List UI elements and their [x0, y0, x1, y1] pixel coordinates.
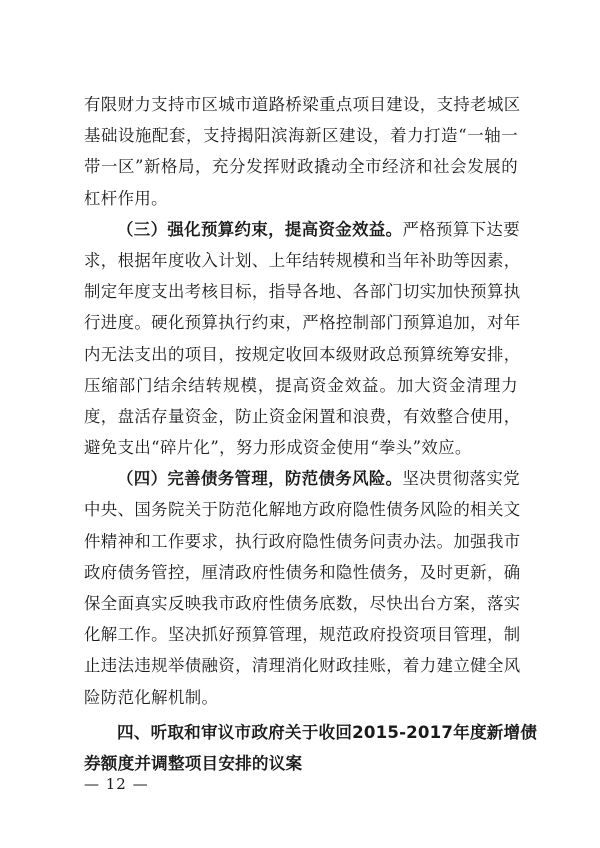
- text-line: 险防范化解机制。: [84, 687, 219, 707]
- paragraph-3: [84, 466, 521, 710]
- text-span: 坚决贯彻落实党: [402, 469, 520, 489]
- document-body: [84, 92, 538, 782]
- text-line: 度，盘活存量资金，防止资金闲置和浪费，有效整合使用，: [84, 406, 521, 426]
- text-line: 基础设施配套，支持揭阳滨海新区建设，着力打造“一轴一: [84, 126, 518, 146]
- text-span: 严格预算下达要: [402, 219, 520, 239]
- paragraph-1: [84, 92, 521, 212]
- text-line: [84, 217, 518, 243]
- text-line: 化解工作。坚决抓好预算管理，规范政府投资项目管理，制: [84, 625, 521, 645]
- text-line: 带一区”新格局，充分发挥财政撬动全市经济和社会发展的: [84, 157, 518, 177]
- paragraph-lead-heading: （三）强化预算约束，提高资金效益。: [117, 219, 403, 239]
- text-line: 保全面真实反映我市政府性债务底数，尽快出台方案，落实: [84, 594, 521, 613]
- text-line: 求，根据年度收入计划、上年结转规模和当年补助等因素，: [84, 250, 521, 270]
- text-line: 有限财力支持市区城市道路桥梁重点项目建设，支持老城区: [84, 95, 521, 114]
- heading-line: 四、听取和审议市政府关于收回2015-2017年度新增债: [117, 722, 538, 742]
- text-line: 止违法违规举债融资，清理消化财政挂账，着力建立健全风: [84, 656, 521, 676]
- section-heading: [84, 720, 538, 777]
- text-line: 避免支出“碎片化”，努力形成资金使用“拳头”效应。: [84, 438, 472, 458]
- paragraph-2: [84, 217, 521, 461]
- text-line: [84, 466, 518, 492]
- text-line: 行进度。硬化预算执行约束，严格控制部门预算追加，对年: [84, 313, 521, 333]
- text-line: 中央、国务院关于防范化解地方政府隐性债务风险的相关文: [84, 500, 521, 520]
- paragraph-lead-heading: （四）完善债务管理，防范债务风险。: [117, 469, 403, 489]
- text-line: 杠杆作用。: [84, 188, 168, 208]
- page-number: — 12 —: [84, 775, 149, 793]
- heading-line: 券额度并调整项目安排的议案: [84, 753, 303, 773]
- text-line: 件精神和工作要求，执行政府隐性债务问责办法。加强我市: [84, 531, 521, 551]
- text-line: 压缩部门结余结转规模，提高资金效益。加大资金清理力: [84, 375, 518, 395]
- text-line: 内无法支出的项目，按规定收回本级财政总预算统筹安排，: [84, 344, 521, 364]
- text-line: 制定年度支出考核目标，指导各地、各部门切实加快预算执: [84, 282, 521, 302]
- text-line: 政府债务管控，厘清政府性债务和隐性债务，及时更新，确: [84, 562, 521, 582]
